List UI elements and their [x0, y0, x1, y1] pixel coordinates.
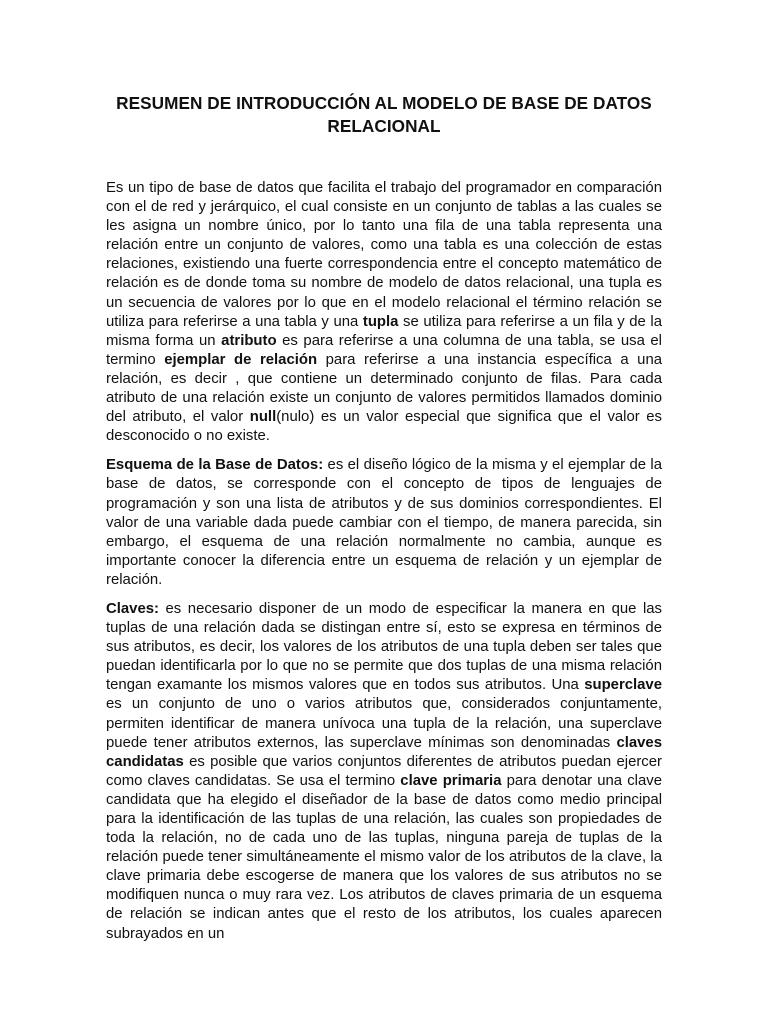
paragraph-intro [106, 179, 662, 446]
term-claves-candidatas: claves candidatas [106, 734, 662, 770]
paragraph-claves [106, 600, 662, 944]
term-superclave: superclave [584, 677, 662, 694]
text-run: (nulo) es un valor especial que significa que el valor es desconocido o no existe. [106, 409, 663, 445]
text-run: es posible que varios conjuntos diferentes de atributos puedan ejercer como claves candidatas. Se usa el termino [106, 753, 662, 789]
text-run: es un conjunto de uno o varios atributos que, considerados conjuntamente, permiten identificar de manera unívoca una tupla de la relación, una superclave puede tener atributos externos, las superclave mínimas son denominadas [106, 696, 662, 751]
term-ejemplar-de-relacion: ejemplar de relación [164, 351, 318, 368]
paragraph-esquema [106, 456, 662, 590]
term-atributo: atributo [221, 332, 277, 349]
heading-esquema: Esquema de la Base de Datos: [106, 457, 324, 474]
text-run: para referirse a una instancia específica a una relación, es decir , que contiene un determinado conjunto de filas. Para cada atributo de una relación existe un conjunto de valores permitidos llamados dominio del atributo, el valor [106, 351, 663, 426]
document-title [106, 92, 662, 138]
text-run: para denotar una clave candidata que ha elegido el diseñador de la base de datos como medio principal para la identificación de las tuplas de una relación, las cuales son propiedades de toda la relación, no de cada uno de las tuplas, ninguna pareja de tuplas de la relación puede tener simultáneamente el mismo valor de los atributos de la clave, la clave primaria debe escogerse de manera que los valores de sus atributos no se modifiquen nunca o muy rara vez. Los atributos de claves primaria de un esquema de relación se indican antes que el resto de los atributos, los cuales aparecen subrayados en un [106, 772, 662, 942]
title-line-2: RELACIONAL [327, 116, 441, 136]
text-run: es necesario disponer de un modo de especificar la manera en que las tuplas de una relación dada se distingan entre sí, esto se expresa en términos de sus atributos, es decir, los valores de los atributos de una tupla deben ser tales que puedan identificarla por lo que no se permite que dos tuplas de una misma relación tengan examante los mismos valores que en todos sus atributos. Una [106, 600, 662, 694]
document-body [106, 179, 662, 954]
title-line-1: RESUMEN DE INTRODUCCIÓN AL MODELO DE BASE DE DATOS [116, 93, 652, 113]
heading-claves: Claves: [106, 600, 159, 617]
term-tupla: tupla [362, 313, 399, 330]
text-run: Es un tipo de base de datos que facilita el trabajo del programador en comparación con el de red y jerárquico, el cual consiste en un conjunto de tablas a las cuales se les asigna un nombre único, por lo tanto una fila de una tabla representa una relación entre un conjunto de valores, como una tabla es una colección de estas relaciones, existiendo una fuerte correspondencia entre el concepto matemático de relación es de donde toma su nombre de modelo de datos relacional, una tupla es un secuencia de valores por lo que en el modelo relacional el término relación se utiliza para referirse a una tabla y una [106, 180, 662, 330]
term-null: null [249, 409, 277, 426]
text-run: es para referirse a una columna de una tabla, se usa el termino [106, 332, 662, 368]
term-clave-primaria: clave primaria [400, 772, 502, 789]
text-run: se utiliza para referirse a un fila y de la misma forma un [106, 313, 662, 349]
text-run: es el diseño lógico de la misma y el ejemplar de la base de datos, se corresponde con el concepto de tipos de lenguajes de programación y son una lista de atributos y de sus dominios correspondientes. El valor de una variable dada puede cambiar con el tiempo, de manera parecida, sin embargo, el esquema de una relación normalmente no cambia, aunque es importante conocer la diferencia entre un esquema de relación y un ejemplar de relación. [106, 457, 662, 588]
